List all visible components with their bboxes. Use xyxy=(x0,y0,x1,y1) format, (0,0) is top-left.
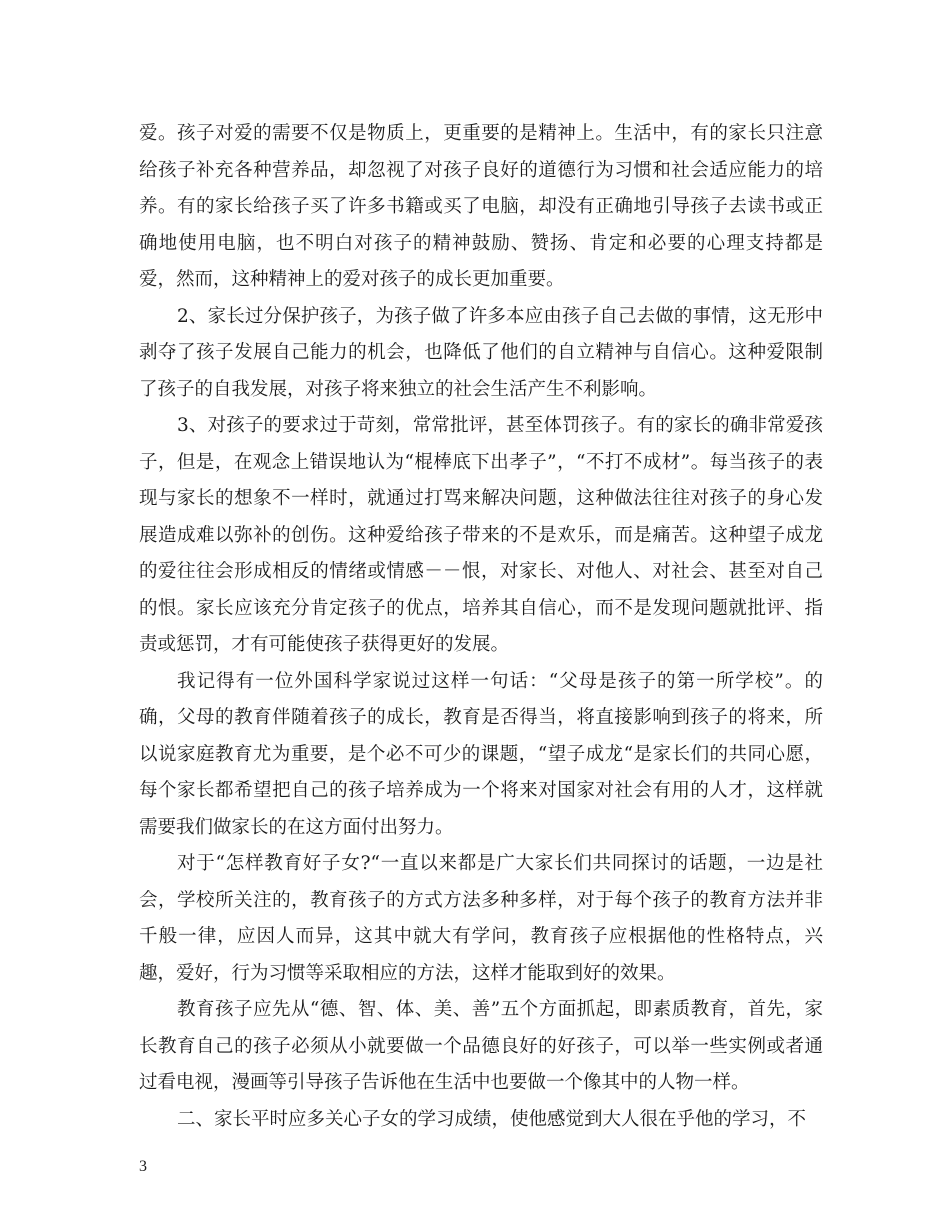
document-body xyxy=(139,116,823,1138)
paragraph-1: 爱。孩子对爱的需要不仅是物质上，更重要的是精神上。生活中，有的家长只注意给孩子补充各种营养品，却忽视了对孩子良好的道德行为习惯和社会适应能力的培养。有的家长给孩子买了许多书籍或买了电脑，却没有正确地引导孩子去读书或正确地使用电脑，也不明白对孩子的精神鼓励、赞扬、肯定和必要的心理支持都是爱，然而，这种精神上的爱对孩子的成长更加重要。 xyxy=(139,123,823,290)
paragraph-3: 3、对孩子的要求过于苛刻，常常批评，甚至体罚孩子。有的家长的确非常爱孩子，但是，在观念上错误地认为“棍棒底下出孝子”，“不打不成材”。每当孩子的表现与家长的想象不一样时，就通过打骂来解决问题，这种做法往往对孩子的身心发展造成难以弥补的创伤。这种爱给孩子带来的不是欢乐，而是痛苦。这种望子成龙的爱往往会形成相反的情绪或情感－－恨，对家长、对他人、对社会、甚至对自己的恨。家长应该充分肯定孩子的优点，培养其自信心，而不是发现问题就批评、指责或惩罚，才有可能使孩子获得更好的发展。 xyxy=(139,415,823,655)
page-number: 3 xyxy=(139,1158,147,1175)
paragraph-6: 教育孩子应先从“德、智、体、美、善”五个方面抓起，即素质教育，首先，家长教育自己的孩子必须从小就要做一个品德良好的好孩子，可以举一些实例或者通过看电视，漫画等引导孩子告诉他在生活中也要做一个像其中的人物一样。 xyxy=(139,999,823,1093)
paragraph-5: 对于“怎样教育好子女?“一直以来都是广大家长们共同探讨的话题，一边是社会，学校所关注的，教育孩子的方式方法多种多样，对于每个孩子的教育方法并非千般一律，应因人而异，这其中就大有学问，教育孩子应根据他的性格特点，兴趣，爱好，行为习惯等采取相应的方法，这样才能取到好的效果。 xyxy=(139,853,823,984)
paragraph-2: 2、家长过分保护孩子，为孩子做了许多本应由孩子自己去做的事情，这无形中剥夺了孩子发展自己能力的机会，也降低了他们的自立精神与自信心。这种爱限制了孩子的自我发展，对孩子将来独立的社会生活产生不利影响。 xyxy=(139,305,823,400)
paragraph-4: 我记得有一位外国科学家说过这样一句话：“父母是孩子的第一所学校”。的确，父母的教育伴随着孩子的成长，教育是否得当，将直接影响到孩子的将来，所以说家庭教育尤为重要，是个必不可少的课题，“望子成龙“是家长们的共同心愿，每个家长都希望把自己的孩子培养成为一个将来对国家对社会有用的人才，这样就需要我们做家长的在这方面付出努力。 xyxy=(139,670,823,838)
paragraph-7: 二、家长平时应多关心子女的学习成绩，使他感觉到大人很在乎他的学习，不 xyxy=(177,1108,807,1130)
